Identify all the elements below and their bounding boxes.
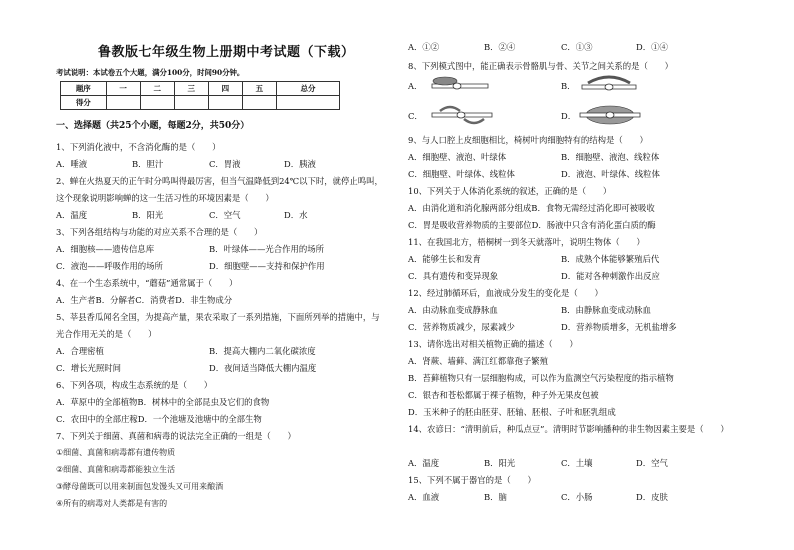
question-10-options-cd: C．胃是吸收营养物质的主要部位D．肠液中只含有消化蛋白质的酶 — [408, 220, 656, 230]
option-c: C．胃液 — [209, 159, 241, 169]
score-cell[interactable] — [106, 96, 140, 110]
option-d: D．夜间适当降低大棚内温度 — [209, 363, 317, 373]
option-b: B．苔藓植物只有一层细胞构成，可以作为监测空气污染程度的指示植物 — [408, 373, 674, 383]
question-8: 8、下列模式图中，能正确表示骨骼肌与骨、关节之间关系的是（ ） — [408, 61, 673, 71]
option-a: A．细胞核——遗传信息库 — [56, 244, 155, 254]
option-c: C．小肠 — [561, 492, 593, 502]
score-table-header-row — [61, 82, 340, 96]
page-title: 鲁教版七年级生物上册期中考试题（下载） — [98, 45, 355, 60]
score-cell[interactable] — [140, 96, 174, 110]
option-b: B．脑 — [484, 492, 507, 502]
option-c: C．银杏和苍松都属于裸子植物，种子外无果皮包被 — [408, 390, 599, 400]
exam-note: 考试说明：本试卷五个大题，满分100分，时间90分钟。 — [56, 68, 245, 77]
option-b: B．成熟个体能够繁殖后代 — [561, 254, 660, 264]
option-d: D．水 — [284, 210, 308, 220]
muscle-bone-diagram-d — [578, 101, 642, 129]
question-10: 10、下列关于人体消化系统的叙述，正确的是（ ） — [408, 186, 612, 196]
question-13: 13、请你选出对相关植物正确的描述（ ） — [408, 339, 578, 349]
option-a: A．①② — [408, 42, 440, 52]
option-b: B．由静脉血变成动脉血 — [561, 305, 651, 315]
statement-3: ③酵母菌既可以用来制面包发馒头又可用来酿酒 — [56, 482, 224, 491]
score-header-cell: 三 — [174, 82, 208, 96]
score-header-cell: 五 — [242, 82, 276, 96]
option-c: C．液泡——呼吸作用的场所 — [56, 261, 163, 271]
score-header-cell: 题序 — [61, 82, 107, 96]
question-11: 11、在我国北方，梧桐树一到冬天就落叶，说明生物体（ ） — [408, 237, 645, 247]
question-15: 15、下列不属于器官的是（ ） — [408, 475, 536, 485]
statement-1: ①细菌、真菌和病毒都有遗传物质 — [56, 448, 176, 457]
option-a: A．温度 — [408, 458, 440, 468]
statement-4: ④所有的病毒对人类都是有害的 — [56, 499, 168, 508]
option-c: C． — [408, 111, 423, 121]
question-2-line-1: 2、蝉在火热夏天的正午时分鸣叫得最厉害，但当气温降低到24℃以下时，就停止鸣叫， — [56, 176, 383, 186]
option-b: B．②④ — [484, 42, 516, 52]
option-a: A．由动脉血变成静脉血 — [408, 305, 498, 315]
score-header-cell: 一 — [106, 82, 140, 96]
statement-2: ②细菌、真菌和病毒都能独立生活 — [56, 465, 176, 474]
option-d: D．玉米种子的胚由胚芽、胚轴、胚根、子叶和胚乳组成 — [408, 407, 616, 417]
option-b: B．阳光 — [484, 458, 516, 468]
score-cell[interactable] — [276, 96, 339, 110]
option-d: D．细胞壁——支持和保护作用 — [209, 261, 325, 271]
option-c: C．增长光照时间 — [56, 363, 122, 373]
option-d: D．皮肤 — [636, 492, 668, 502]
question-5-line-2: 光合作用无关的是（ ） — [56, 329, 157, 339]
question-6-options-cd: C．农田中的全部庄稼D．一个池塘及池塘中的全部生物 — [56, 414, 262, 424]
score-header-cell: 四 — [208, 82, 242, 96]
question-4-options: A．生产者B．分解者C．消费者D．非生物成分 — [56, 295, 233, 305]
option-a: A．能够生长和发育 — [408, 254, 482, 264]
option-b: B．叶绿体——光合作用的场所 — [209, 244, 325, 254]
option-a: A． — [408, 81, 423, 91]
option-c: C．①③ — [561, 42, 593, 52]
question-3: 3、下列各组结构与功能的对应关系不合理的是（ ） — [56, 227, 263, 237]
muscle-bone-diagram-b — [580, 73, 638, 97]
question-1: 1、下列消化液中，不含消化酶的是（ ） — [56, 142, 221, 152]
option-a: A．唾液 — [56, 159, 88, 169]
option-d: D．①④ — [636, 42, 668, 52]
option-b: B．细胞壁、液泡、线粒体 — [561, 152, 660, 162]
option-c: C．细胞壁、叶绿体、线粒体 — [408, 169, 515, 179]
option-c: C．空气 — [209, 210, 241, 220]
section-heading: 一、选择题（共25个小题，每题2分，共50分） — [56, 121, 250, 131]
option-b: B．阳光 — [132, 210, 164, 220]
question-14: 14、农谚曰：“清明前后，种瓜点豆”。清明时节影响播种的非生物因素主要是（ ） — [408, 424, 729, 434]
score-row-label: 得分 — [61, 96, 107, 110]
option-a: A．合理密植 — [56, 346, 104, 356]
option-a: A．肾蕨、墙藓、满江红都靠孢子繁殖 — [408, 356, 549, 366]
option-d: D．胰液 — [284, 159, 316, 169]
score-table-row — [61, 96, 340, 110]
option-d: D．营养物质增多，无机盐增多 — [561, 322, 677, 332]
score-cell[interactable] — [242, 96, 276, 110]
option-a: A．血液 — [408, 492, 440, 502]
score-header-cell: 总分 — [276, 82, 339, 96]
score-header-cell: 二 — [140, 82, 174, 96]
question-6: 6、下列各项，构成生态系统的是（ ） — [56, 380, 213, 390]
option-b: B．胆汁 — [132, 159, 164, 169]
option-d: D．能对各种刺激作出反应 — [561, 271, 660, 281]
option-d: D．液泡、叶绿体、线粒体 — [561, 169, 660, 179]
question-7: 7、下列关于细菌、真菌和病毒的说法完全正确的一组是（ ） — [56, 431, 296, 441]
question-12: 12、经过肺循环后，血液成分发生的变化是（ ） — [408, 288, 603, 298]
option-b: B． — [561, 81, 576, 91]
question-5-line-1: 5、莘县香瓜闻名全国，为提高产量，果农采取了一系列措施，下面所列举的措施中，与 — [56, 312, 380, 322]
question-4: 4、在一个生态系统中，“蘑菇”通常属于（ ） — [56, 278, 238, 288]
option-c: C．营养物质减少，尿素减少 — [408, 322, 515, 332]
option-d: D．空气 — [636, 458, 668, 468]
question-6-options-ab: A．草原中的全部植物B．树林中的全部昆虫及它们的食物 — [56, 397, 270, 407]
option-c: C．具有遗传和变异现象 — [408, 271, 499, 281]
option-a: A．温度 — [56, 210, 88, 220]
option-c: C．土壤 — [561, 458, 593, 468]
muscle-bone-diagram-a — [430, 75, 492, 97]
muscle-bone-diagram-c — [430, 102, 494, 128]
option-a: A．细胞壁、液泡、叶绿体 — [408, 152, 507, 162]
question-9: 9、与人口腔上皮细胞相比，椅树叶肉细胞特有的结构是（ ） — [408, 135, 648, 145]
score-cell[interactable] — [174, 96, 208, 110]
score-table — [60, 81, 340, 110]
question-10-options-ab: A．由消化道和消化腺两部分组成B．食物无需经过消化即可被吸收 — [408, 203, 655, 213]
question-2-line-2: 这个现象说明影响蝉的这一生活习性的环境因素是（ ） — [56, 193, 274, 203]
score-cell[interactable] — [208, 96, 242, 110]
option-b: B．提高大棚内二氧化碳浓度 — [209, 346, 316, 356]
option-d: D． — [561, 111, 577, 121]
